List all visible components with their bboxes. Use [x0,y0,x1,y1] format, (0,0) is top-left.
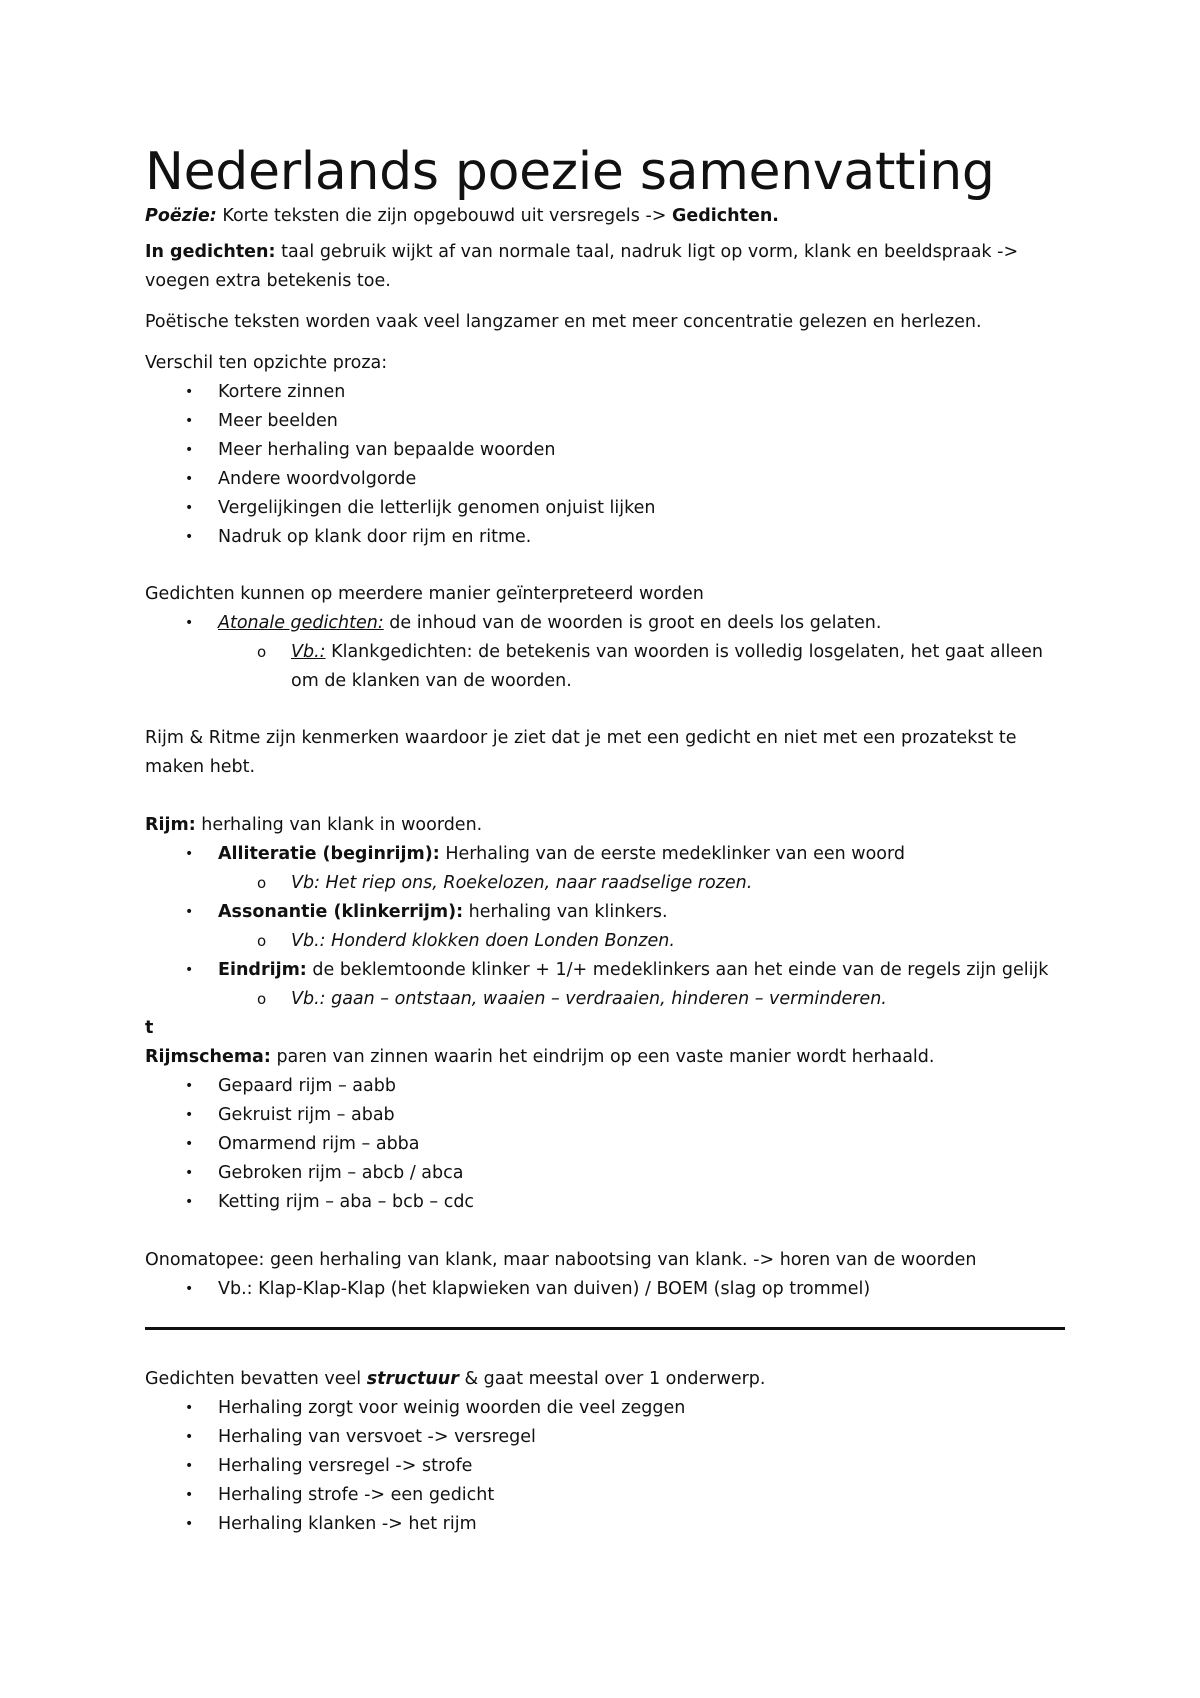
sub-item-assonantie-vb: Vb.: Honderd klokken doen Londen Bonzen. [291,931,675,951]
horizontal-divider [145,1327,1065,1330]
list-item-assonantie: Assonantie (klinkerrijm): herhaling van klinkers. [218,902,668,922]
bullet-icon: • [185,1429,194,1445]
list-item: Gebroken rijm – abcb / abca [218,1163,464,1183]
bullet-icon: • [185,384,194,400]
bullet-icon: • [185,1281,194,1297]
bullet-icon: • [185,962,194,978]
rijm-ritme-line1: Rijm & Ritme zijn kenmerken waardoor je ziet dat je met een gedicht en niet met een prozatekst te [145,728,1017,748]
list-item-alliteratie: Alliteratie (beginrijm): Herhaling van de eerste medeklinker van een woord [218,844,905,864]
list-item-eindrijm: Eindrijm: de beklemtoonde klinker + 1/+ medeklinkers aan het einde van de regels zijn gelijk [218,960,1049,980]
list-item: Gepaard rijm – aabb [218,1076,396,1096]
list-item: Meer beelden [218,411,338,431]
list-item: Meer herhaling van bepaalde woorden [218,440,556,460]
paragraph-poetische: Poëtische teksten worden vaak veel langzamer en met meer concentratie gelezen en herlezen. [145,312,982,332]
paragraph-in-gedichten: In gedichten: taal gebruik wijkt af van normale taal, nadruk ligt op vorm, klank en beeldspraak -> [145,242,1019,262]
list-item: Vergelijkingen die letterlijk genomen onjuist lijken [218,498,656,518]
bullet-icon: • [185,500,194,516]
structuur-heading: Gedichten bevatten veel structuur & gaat meestal over 1 onderwerp. [145,1369,766,1389]
list-item: Vb.: Klap-Klap-Klap (het klapwieken van duiven) / BOEM (slag op trommel) [218,1279,871,1299]
list-item: Omarmend rijm – abba [218,1134,420,1154]
list-item-atonal: Atonale gedichten: de inhoud van de woorden is groot en deels los gelaten. [218,613,882,633]
bullet-icon: • [185,1194,194,1210]
sub-item-alliteratie-vb: Vb: Het riep ons, Roekelozen, naar raadselige rozen. [291,873,753,893]
bullet-icon: • [185,1107,194,1123]
bullet-icon: • [185,846,194,862]
rijm-ritme-line2: maken hebt. [145,757,256,777]
bullet-icon: • [185,442,194,458]
sub-bullet-icon: o [257,932,267,950]
interpret-heading: Gedichten kunnen op meerdere manier geïnterpreteerd worden [145,584,704,604]
bullet-icon: • [185,471,194,487]
sub-item-klankgedichten: Vb.: Klankgedichten: de betekenis van woorden is volledig losgelaten, het gaat alleen [291,642,1043,662]
list-item: Herhaling strofe -> een gedicht [218,1485,495,1505]
bullet-icon: • [185,1487,194,1503]
bullet-icon: • [185,1078,194,1094]
list-item: Andere woordvolgorde [218,469,417,489]
sub-bullet-icon: o [257,990,267,1008]
page-title: Nederlands poezie samenvatting [145,142,995,202]
rijmschema-heading: Rijmschema: paren van zinnen waarin het eindrijm op een vaste manier wordt herhaald. [145,1047,935,1067]
list-item: Kortere zinnen [218,382,346,402]
rijm-heading: Rijm: herhaling van klank in woorden. [145,815,483,835]
bullet-icon: • [185,529,194,545]
onomatopee-heading: Onomatopee: geen herhaling van klank, maar nabootsing van klank. -> horen van de woorden [145,1250,977,1270]
list-item: Herhaling zorgt voor weinig woorden die veel zeggen [218,1398,686,1418]
sub-bullet-icon: o [257,643,267,661]
bullet-icon: • [185,615,194,631]
sub-bullet-icon: o [257,874,267,892]
bullet-icon: • [185,1458,194,1474]
list-item: Herhaling klanken -> het rijm [218,1514,477,1534]
sub-item-klankgedichten-cont: om de klanken van de woorden. [291,671,572,691]
list-item: Ketting rijm – aba – bcb – cdc [218,1192,475,1212]
list-item: Herhaling van versvoet -> versregel [218,1427,536,1447]
list-item: Herhaling versregel -> strofe [218,1456,473,1476]
list-item: Gekruist rijm – abab [218,1105,395,1125]
list-item: Nadruk op klank door rijm en ritme. [218,527,532,547]
bullet-icon: • [185,1165,194,1181]
bullet-icon: • [185,1400,194,1416]
bullet-icon: • [185,1516,194,1532]
paragraph-in-gedichten-cont: voegen extra betekenis toe. [145,271,391,291]
paragraph-poezie: Poëzie: Korte teksten die zijn opgebouwd uit versregels -> Gedichten. [145,206,779,226]
bullet-icon: • [185,904,194,920]
bullet-icon: • [185,413,194,429]
proza-heading: Verschil ten opzichte proza: [145,353,388,373]
stray-character: t [145,1018,154,1038]
bullet-icon: • [185,1136,194,1152]
sub-item-eindrijm-vb: Vb.: gaan – ontstaan, waaien – verdraaien, hinderen – verminderen. [291,989,887,1009]
